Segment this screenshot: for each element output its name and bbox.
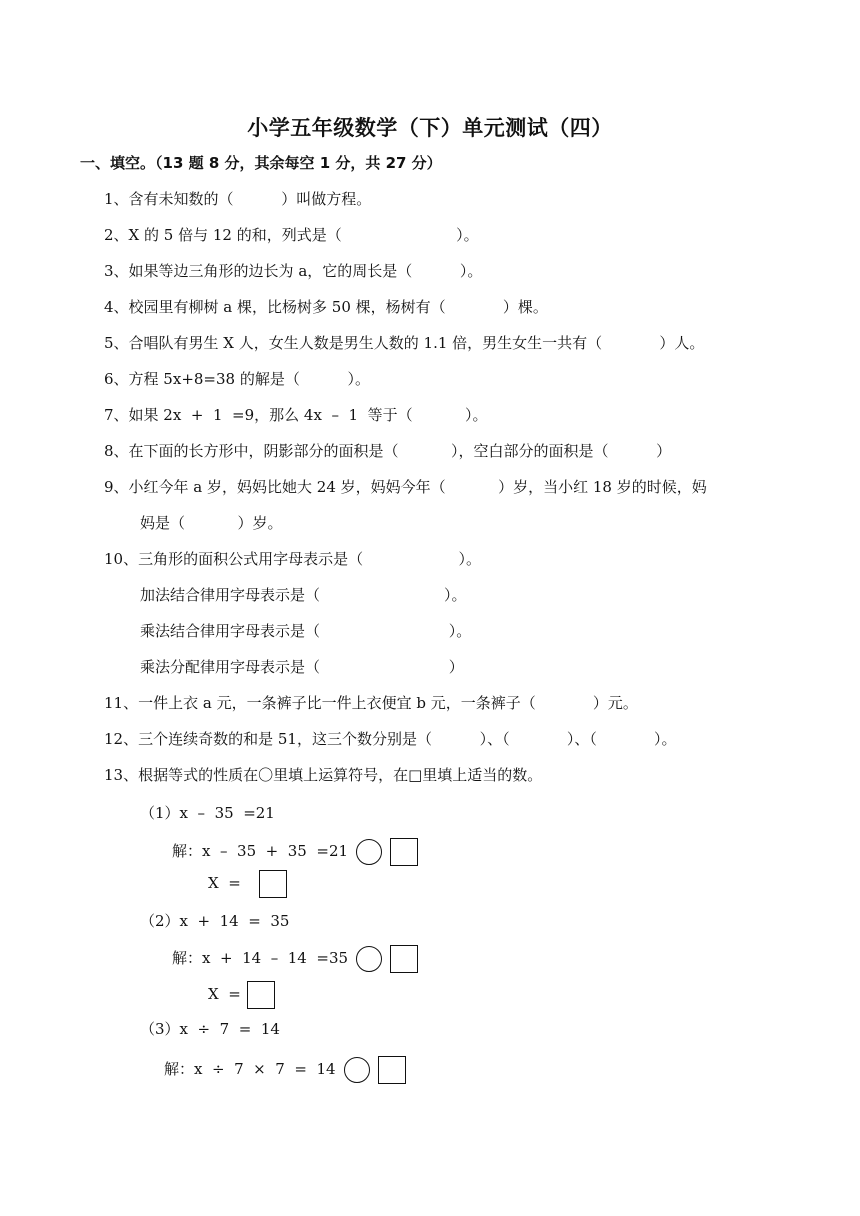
answer-box	[259, 870, 287, 898]
question-5: 5、合唱队有男生 X 人，女生人数是男生人数的 1.1 倍，男生女生一共有（ ）人。	[104, 334, 705, 352]
question-13: 13、根据等式的性质在〇里填上运算符号，在□里填上适当的数。	[104, 766, 543, 784]
problem-2-answer	[208, 980, 275, 1009]
problem-1-solution-text: 解：x – 35 + 35 =21	[172, 842, 349, 860]
section-heading: 一、填空。（13 题 8 分，其余每空 1 分，共 27 分）	[80, 154, 442, 172]
answer-box	[390, 838, 418, 866]
operator-circle	[344, 1057, 370, 1083]
problem-1-x-label: X =	[208, 874, 241, 892]
operator-circle	[356, 839, 382, 865]
problem-3: （3）x ÷ 7 = 14	[140, 1020, 280, 1038]
question-10-distributive: 乘法分配律用字母表示是（ ）	[140, 658, 464, 676]
answer-box	[390, 945, 418, 973]
question-2: 2、X 的 5 倍与 12 的和，列式是（ ）。	[104, 226, 479, 244]
problem-1-answer	[208, 869, 287, 898]
answer-box	[247, 981, 275, 1009]
question-10: 10、三角形的面积公式用字母表示是（ ）。	[104, 550, 481, 568]
question-10-multiplication: 乘法结合律用字母表示是（ ）。	[140, 622, 472, 640]
question-10-addition: 加法结合律用字母表示是（ ）。	[140, 586, 467, 604]
question-4: 4、校园里有柳树 a 棵，比杨树多 50 棵，杨树有（ ）棵。	[104, 298, 548, 316]
question-12: 12、三个连续奇数的和是 51，这三个数分别是（ ）、（ ）、（ ）。	[104, 730, 677, 748]
problem-2-solution-text: 解：x + 14 – 14 =35	[172, 949, 349, 967]
problem-1-solution	[172, 837, 418, 866]
question-3: 3、如果等边三角形的边长为 a，它的周长是（ ）。	[104, 262, 483, 280]
question-1: 1、含有未知数的（ ）叫做方程。	[104, 190, 372, 208]
question-9: 9、小红今年 a 岁，妈妈比她大 24 岁，妈妈今年（ ）岁，当小红 18 岁的时候，妈	[104, 478, 707, 496]
page-title: 小学五年级数学（下）单元测试（四）	[247, 116, 613, 140]
question-9-continued: 妈是（ ）岁。	[140, 514, 283, 532]
problem-3-solution	[164, 1055, 406, 1084]
problem-2-solution	[172, 944, 418, 973]
problem-3-solution-text: 解：x ÷ 7 × 7 = 14	[164, 1060, 336, 1078]
question-8: 8、在下面的长方形中，阴影部分的面积是（ ），空白部分的面积是（ ）	[104, 442, 672, 460]
answer-box	[378, 1056, 406, 1084]
operator-circle	[356, 946, 382, 972]
problem-1: （1）x – 35 =21	[140, 804, 275, 822]
problem-2-x-label: X =	[208, 985, 241, 1003]
question-6: 6、方程 5x+8=38 的解是（ ）。	[104, 370, 371, 388]
problem-2: （2）x + 14 = 35	[140, 912, 290, 930]
question-7: 7、如果 2x + 1 =9，那么 4x – 1 等于（ ）。	[104, 406, 488, 424]
question-11: 11、一件上衣 a 元，一条裤子比一件上衣便宜 b 元，一条裤子（ ）元。	[104, 694, 638, 712]
